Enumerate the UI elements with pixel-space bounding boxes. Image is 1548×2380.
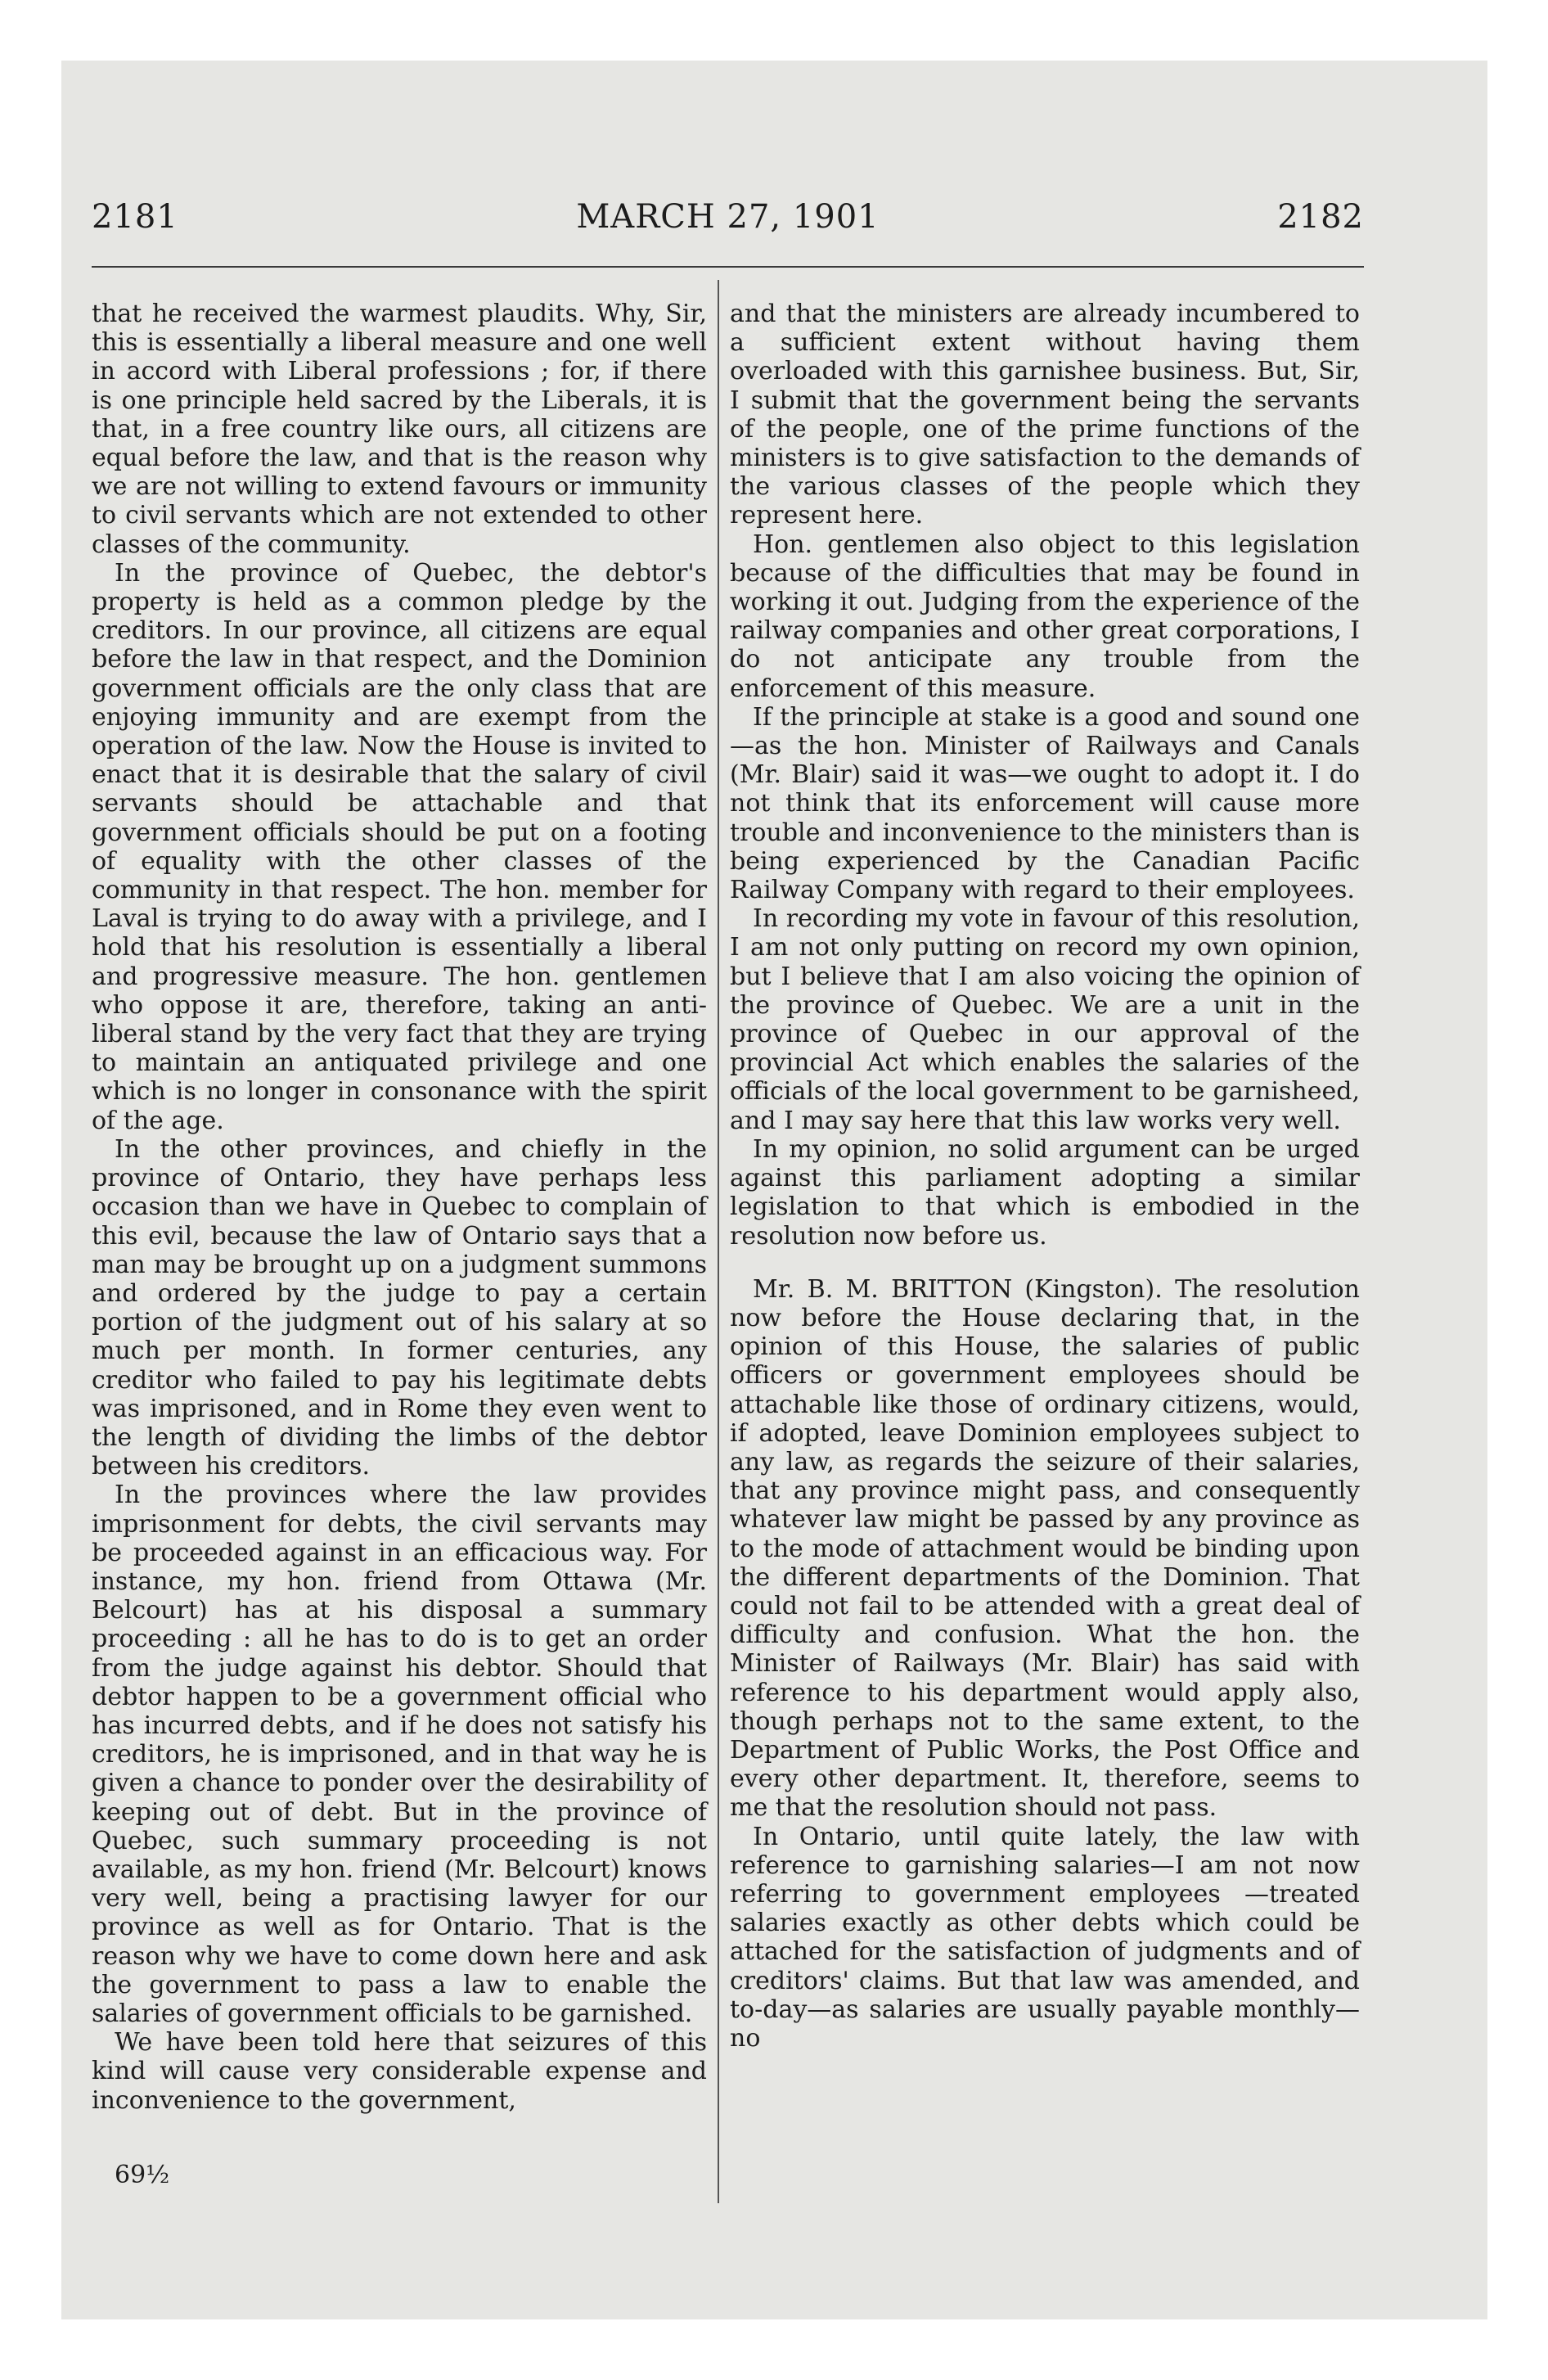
column-divider [718,280,719,2203]
paragraph: and that the ministers are already incumbered to a sufficient extent without having them overloaded with this garnishee business. But, Sir, I submit that the government being the servants of the people, one of the prime functions of the ministers is to give satisfaction to the demands of the various classes of the people which they represent here. [730,300,1360,530]
signature-mark: 69½ [115,2161,170,2189]
page-number-right: 2182 [1277,198,1364,236]
paragraph: Hon. gentlemen also object to this legislation because of the difficulties that may be found in working it out. Judging from the experience of the railway companies and other great corporations, I do not anticipate any trouble from the enforcement of this measure. [730,530,1360,703]
page-date-title: MARCH 27, 1901 [576,198,880,236]
page-number-left: 2181 [92,198,178,236]
paragraph: that he received the warmest plaudits. Why, Sir, this is essentially a liberal measure and one well in accord with Liberal professions ; for, if there is one principle held sacred by the Liberals, it is that, in a free country like ours, all citizens are equal before the law, and that is the reason why we are not willing to extend favours or immunity to civil servants which are not extended to other classes of the community. [92,300,707,559]
paragraph: We have been told here that seizures of this kind will cause very considerable expense and inconvenience to the government, [92,2028,707,2115]
paragraph: In the provinces where the law provides imprisonment for debts, the civil servants may be proceeded against in an efficacious way. For instance, my hon. friend from Ottawa (Mr. Belcourt) has at his disposal a summary proceeding : all he has to do is to get an order from the judge against his debtor. Should that debtor happen to be a government official who has incurred debts, and if he does not satisfy his creditors, he is imprisoned, and in that way he is given a chance to ponder over the desirability of keeping out of debt. But in the province of Quebec, such summary proceeding is not available, as my hon. friend (Mr. Belcourt) knows very well, being a practising lawyer for our province as well as for Ontario. That is the reason why we have to come down here and ask the government to pass a law to enable the salaries of government officials to be garnished. [92,1481,707,2028]
right-column [730,300,1360,2053]
hansard-page [92,188,1364,2189]
paragraph: In Ontario, until quite lately, the law with reference to garnishing salaries—I am not now referring to government employees —treated salaries exactly as other debts which could be attached for the satisfaction of judgments and of creditors' claims. But that law was amended, and to-day—as salaries are usually payable monthly—no [730,1822,1360,2053]
paragraph: In my opinion, no solid argument can be urged against this parliament adopting a similar legislation to that which is embodied in the resolution now before us. [730,1134,1360,1251]
paragraph: In the province of Quebec, the debtor's property is held as a common pledge by the creditors. In our province, all citizens are equal before the law in that respect, and the Dominion government officials are the only class that are enjoying immunity and are exempt from the operation of the law. Now the House is invited to enact that it is desirable that the salary of civil servants should be attachable and that government officials should be put on a footing of equality with the other classes of the community in that respect. The hon. member for Laval is trying to do away with a privilege, and I hold that his resolution is essentially a liberal and progressive measure. The hon. gentlemen who oppose it are, therefore, taking an anti-liberal stand by the very fact that they are trying to maintain an antiquated privilege and one which is no longer in consonance with the spirit of the age. [92,558,707,1135]
paragraph: In the other provinces, and chiefly in the province of Ontario, they have perhaps less occasion than we have in Quebec to complain of this evil, because the law of Ontario says that a man may be brought up on a judgment summons and ordered by the judge to pay a certain portion of the judgment out of his salary at so much per month. In former centuries, any creditor who failed to pay his legitimate debts was imprisoned, and in Rome they even went to the length of dividing the limbs of the debtor between his creditors. [92,1134,707,1481]
speaker-paragraph: Mr. B. M. BRITTON (Kingston). The resolution now before the House declaring that, in the opinion of this House, the salaries of public officers or government employees should be attachable like those of ordinary citizens, would, if adopted, leave Dominion employees subject to any law, as regards the seizure of their salaries, that any province might pass, and consequently whatever law might be passed by any province as to the mode of attachment would be binding upon the different departments of the Dominion. That could not fail to be attended with a great deal of difficulty and confusion. What the hon. the Minister of Railways (Mr. Blair) has said with reference to his department would apply also, though perhaps not to the same extent, to the Department of Public Works, the Post Office and every other department. It, therefore, seems to me that the resolution should not pass. [730,1274,1360,1823]
header-rule [92,266,1364,268]
paragraph: If the principle at stake is a good and sound one—as the hon. Minister of Railways and Canals (Mr. Blair) said it was—we ought to adopt it. I do not think that its enforcement will cause more trouble and inconvenience to the ministers than is being experienced by the Canadian Pacific Railway Company with regard to their employees. [730,702,1360,905]
left-column [92,300,707,2115]
paragraph: In recording my vote in favour of this resolution, I am not only putting on record my own opinion, but I believe that I am also voicing the opinion of the province of Quebec. We are a unit in the province of Quebec in our approval of the provincial Act which enables the salaries of the officials of the local government to be garnisheed, and I may say here that this law works very well. [730,904,1360,1135]
page-header [92,188,1364,237]
